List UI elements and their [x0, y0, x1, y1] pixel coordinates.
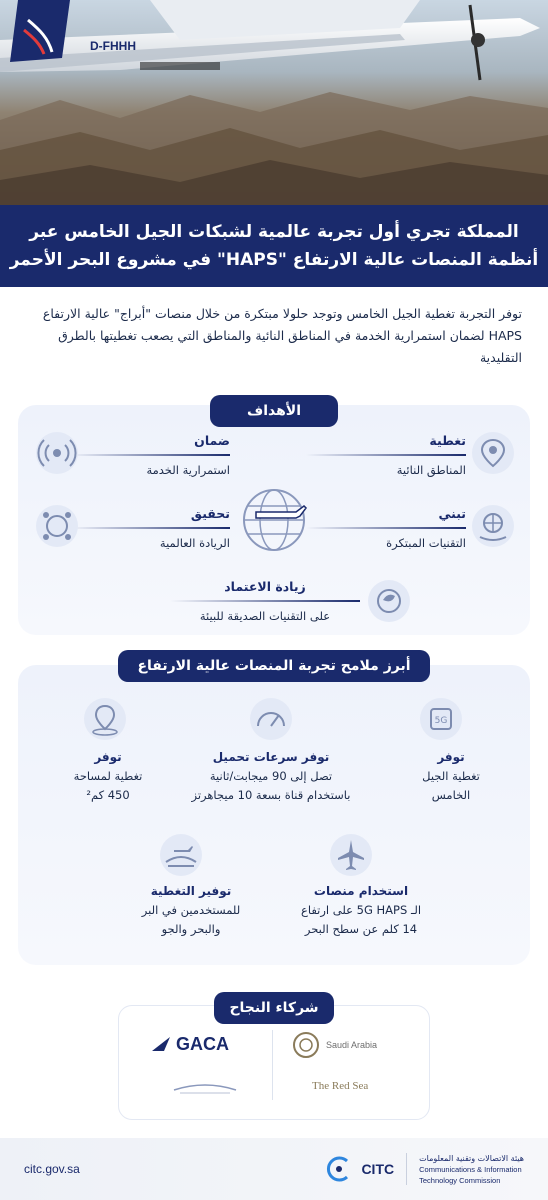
- citc-logo-text: CITC: [361, 1161, 395, 1177]
- citc-logo: [325, 1153, 524, 1186]
- feature-line: 14 كلم عن سطح البحر: [304, 922, 418, 936]
- feature-title: توفر سرعات تحميل: [212, 750, 330, 764]
- partners-divider: [272, 1030, 273, 1100]
- feature-title: توفر: [94, 750, 122, 764]
- space-agency-emblem-icon: [292, 1031, 320, 1059]
- title-line-1: المملكة تجري أول تجربة عالمية لشبكات الجيل الخامس عبر: [29, 222, 519, 242]
- goal-divider: [306, 527, 466, 529]
- goal-title: تغطية: [429, 433, 466, 448]
- feature-line: الـ 5G HAPS على ارتفاع: [300, 903, 422, 917]
- goal-divider: [70, 527, 230, 529]
- feature-item-area: [58, 748, 158, 805]
- speed-icon: [248, 696, 294, 742]
- gaca-logo-text: GACA: [176, 1033, 229, 1054]
- feature-item-5g: [396, 748, 506, 805]
- feature-line: تغطية الجيل: [422, 769, 480, 783]
- goal-subtitle: الريادة العالمية: [159, 535, 230, 550]
- goal-item-leadership: [70, 505, 230, 551]
- space-agency-text: Saudi Arabia: [326, 1040, 378, 1050]
- red-sea-text: The Red Sea: [312, 1080, 369, 1092]
- citc-emblem-icon: [325, 1155, 353, 1183]
- feature-line: والبحر والجو: [161, 922, 221, 936]
- partner-logo-bottom-left: [170, 1078, 240, 1096]
- feature-line: للمستخدمين في البر: [141, 903, 241, 917]
- globe-hand-icon: [470, 503, 516, 549]
- goal-title: زيادة الاعتماد: [224, 579, 306, 594]
- footer: [0, 1138, 548, 1200]
- aircraft-icon: [328, 832, 374, 878]
- coverage-plane-icon: [158, 832, 204, 878]
- 5g-chip-icon: [418, 696, 464, 742]
- org-name-en-1: Communications & Information: [419, 1164, 522, 1174]
- goal-title: تحقيق: [190, 506, 230, 521]
- feature-item-coverage: [116, 882, 266, 939]
- svg-text:5G: 5G: [434, 716, 448, 726]
- map-pin-icon: [470, 430, 516, 476]
- plane-globe-icon: [226, 478, 322, 558]
- goal-item-coverage: [306, 432, 466, 478]
- goal-divider: [306, 454, 466, 456]
- goal-item-adopt: [306, 505, 466, 551]
- goal-subtitle: على التقنيات الصديقة للبيئة: [199, 608, 331, 623]
- goals-heading: الأهداف: [210, 395, 338, 427]
- intro-paragraph: توفر التجربة تغطية الجيل الخامس وتوجد حلولا مبتكرة من خلال منصات "أبراج" عالية الارتفاع HAPS لضمان استمرارية الخدمة في المناطق النائية والمناطق التي يصعب تغطيتها بالطرق التقليدية: [42, 306, 522, 365]
- partner-logo-red-sea: [312, 1074, 402, 1100]
- features-heading: أبرز ملامح تجربة المنصات عالية الارتفاع: [118, 650, 430, 682]
- hero-image: [0, 0, 548, 205]
- footer-url-link[interactable]: citc.gov.sa: [24, 1162, 80, 1176]
- goal-item-continuity: [70, 432, 230, 478]
- partner-emblem-icon: [170, 1078, 240, 1096]
- footer-logo-divider: [406, 1153, 407, 1185]
- feature-line: الخامس: [431, 788, 471, 802]
- eco-globe-icon: [366, 578, 412, 624]
- hero-illustration: [0, 0, 548, 205]
- partner-logo-gaca: [150, 1030, 250, 1058]
- goal-title: تبني: [438, 506, 466, 521]
- feature-line: 450 كم²: [86, 788, 130, 802]
- aircraft-registration: D-FHHH: [90, 39, 136, 53]
- signal-icon: [34, 430, 80, 476]
- feature-item-speed: [176, 748, 366, 805]
- goal-subtitle: المناطق النائية: [396, 462, 466, 477]
- org-name-ar: هيئة الاتصالات وتقنية المعلومات: [419, 1153, 524, 1163]
- feature-title: توفير التغطية: [150, 884, 232, 898]
- global-network-icon: [34, 503, 80, 549]
- goal-title: ضمان: [194, 433, 230, 448]
- feature-line: باستخدام قناة بسعة 10 ميجاهرتز: [191, 788, 351, 802]
- goal-item-eco: [170, 578, 360, 624]
- feature-title: توفر: [437, 750, 465, 764]
- title-band: [0, 205, 548, 287]
- feature-line: تصل إلى 90 ميجابت/ثانية: [209, 769, 333, 783]
- goal-subtitle: استمرارية الخدمة: [146, 462, 230, 477]
- area-pin-icon: [82, 696, 128, 742]
- feature-line: تغطية لمساحة: [73, 769, 143, 783]
- org-name-en-2: Technology Commission: [419, 1175, 501, 1185]
- goal-divider: [70, 454, 230, 456]
- feature-item-platforms: [286, 882, 436, 939]
- partners-heading: شركاء النجاح: [214, 992, 334, 1024]
- feature-title: استخدام منصات: [313, 884, 409, 898]
- goal-divider: [170, 600, 360, 602]
- partner-logo-space-agency: [292, 1028, 412, 1062]
- title-line-2: أنظمة المنصات عالية الارتفاع "HAPS" في مشروع البحر الأحمر: [9, 250, 539, 270]
- goal-subtitle: التقنيات المبتكرة: [386, 535, 466, 550]
- gaca-emblem-icon: [150, 1033, 172, 1055]
- footer-org-names: [419, 1153, 524, 1186]
